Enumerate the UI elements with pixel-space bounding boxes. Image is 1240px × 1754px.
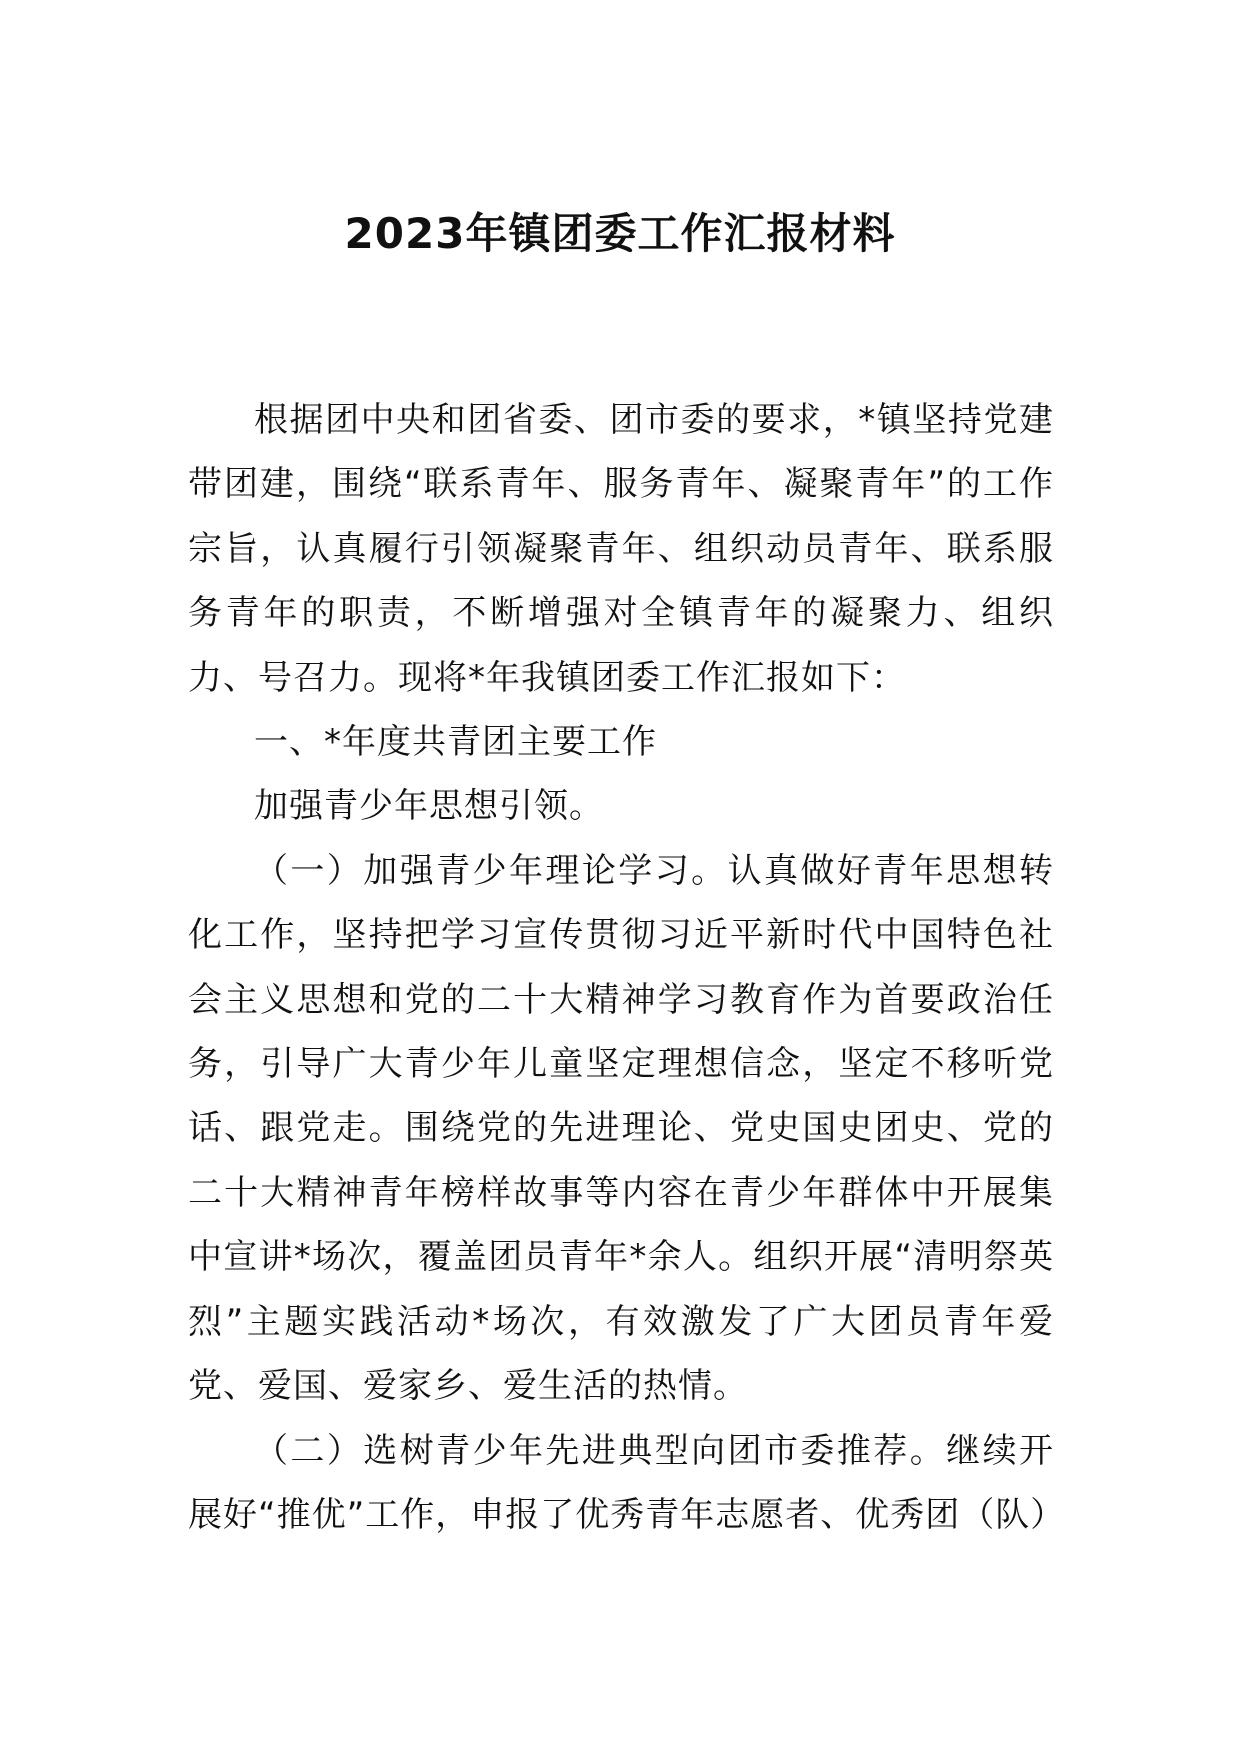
- subsection-heading: 加强青少年思想引领。: [254, 786, 604, 827]
- paragraph-item-2: （二）选树青少年先进典型向团市委推荐。继续开展好“推优”工作，申报了优秀青年志愿者、优秀团（队）: [188, 1430, 1066, 1535]
- section-heading: 一、*年度共青团主要工作: [254, 722, 657, 763]
- paragraph-intro: 根据团中央和团省委、团市委的要求，*镇坚持党建带团建，围绕“联系青年、服务青年、凝聚青年”的工作宗旨，认真履行引领凝聚青年、组织动员青年、联系服务青年的职责，不断增强对全镇青年的凝聚力、组织力、号召力。现将*年我镇团委工作汇报如下：: [188, 400, 1054, 698]
- paragraph-item-1: （一）加强青少年理论学习。认真做好青年思想转化工作，坚持把学习宣传贯彻习近平新时代中国特色社会主义思想和党的二十大精神学习教育作为首要政治任务，引导广大青少年儿童坚定理想信念，坚定不移听党话、跟党走。围绕党的先进理论、党史国史团史、党的二十大精神青年榜样故事等内容在青少年群体中开展集中宣讲*场次，覆盖团员青年*余人。组织开展“清明祭英烈”主题实践活动*场次，有效激发了广大团员青年爱党、爱国、爱家乡、爱生活的热情。: [188, 850, 1054, 1407]
- document-title: 2023年镇团委工作汇报材料: [344, 209, 896, 258]
- document-body: [188, 388, 1066, 1547]
